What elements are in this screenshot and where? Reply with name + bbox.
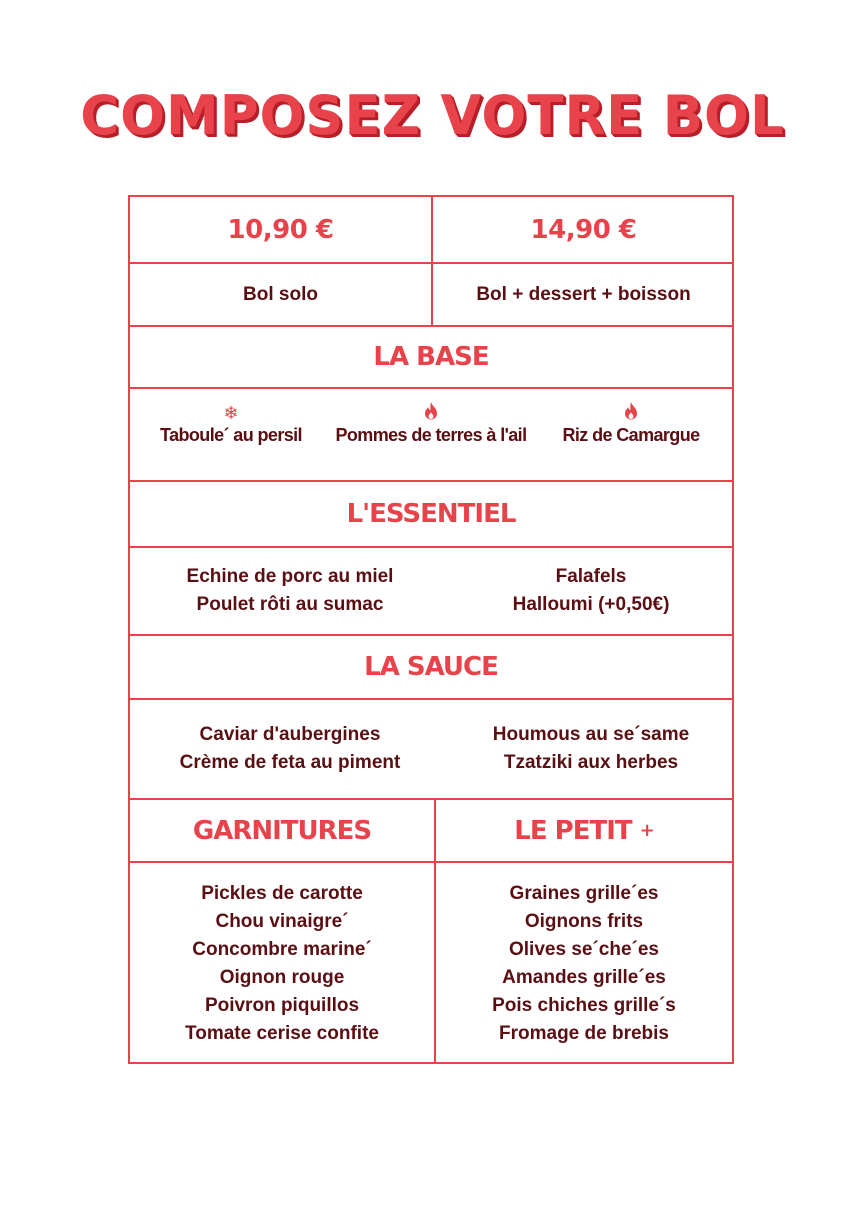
list-item: Concombre marine´: [192, 938, 372, 960]
base-item-label: Pommes de terres à l'ail: [335, 425, 527, 445]
section-heading-petit: [436, 800, 732, 861]
petit-heading-text: LE PETIT: [514, 815, 632, 846]
list-item: Poivron piquillos: [204, 994, 360, 1016]
price-solo: 10,90 €: [227, 214, 334, 245]
section-heading-essentiel: L'ESSENTIEL: [346, 499, 516, 529]
price-solo-label: Bol solo: [243, 283, 318, 305]
list-item: Fromage de brebis: [499, 1022, 669, 1044]
price-menu: 14,90 €: [530, 214, 637, 245]
divider: [130, 387, 732, 389]
menu-item: Echine de porc au miel: [186, 566, 394, 587]
essentiel-right: [450, 548, 732, 634]
list-item: Chou vinaigre´: [215, 910, 349, 932]
plus-icon: +: [639, 820, 654, 841]
menu-item: Poulet rôti au sumac: [196, 594, 384, 615]
snowflake-icon: ❄: [223, 403, 239, 423]
list-item: Amandes grille´es: [502, 966, 666, 988]
menu-item: Caviar d'aubergines: [199, 724, 381, 745]
sauce-left: [130, 700, 450, 798]
list-item: Pickles de carotte: [201, 882, 363, 904]
flame-icon: [330, 401, 532, 425]
section-heading-garnitures: GARNITURES: [192, 815, 372, 846]
price-menu-label: Bol + dessert + boisson: [476, 283, 691, 305]
section-heading-base: LA BASE: [373, 342, 489, 372]
menu-item: Houmous au se´same: [492, 724, 690, 745]
base-item: [130, 401, 332, 446]
menu-item: Tzatziki aux herbes: [503, 752, 679, 773]
base-item-label: Riz de Camargue: [562, 425, 700, 445]
list-item: Oignons frits: [524, 910, 644, 932]
petit-list: [436, 863, 732, 1064]
essentiel-left: [130, 548, 450, 634]
base-item: [530, 401, 732, 446]
menu-item: Crème de feta au piment: [179, 752, 401, 773]
section-heading-sauce: LA SAUCE: [364, 652, 498, 682]
list-item: Pois chiches grille´s: [492, 994, 676, 1016]
menu-table: [128, 195, 734, 1064]
menu-item: Falafels: [555, 566, 627, 587]
garnitures-list: [130, 863, 434, 1064]
page-title: COMPOSEZ VOTRE BOL: [80, 84, 785, 147]
base-item: [330, 401, 532, 446]
menu-item: Halloumi (+0,50€): [512, 594, 670, 615]
flame-icon: [530, 401, 732, 425]
list-item: Tomate cerise confite: [185, 1022, 379, 1044]
list-item: Oignon rouge: [219, 966, 345, 988]
list-item: Olives se´che´es: [509, 938, 659, 960]
sauce-right: [450, 700, 732, 798]
base-item-label: Taboule´ au persil: [160, 425, 302, 445]
list-item: Graines grille´es: [509, 882, 659, 904]
